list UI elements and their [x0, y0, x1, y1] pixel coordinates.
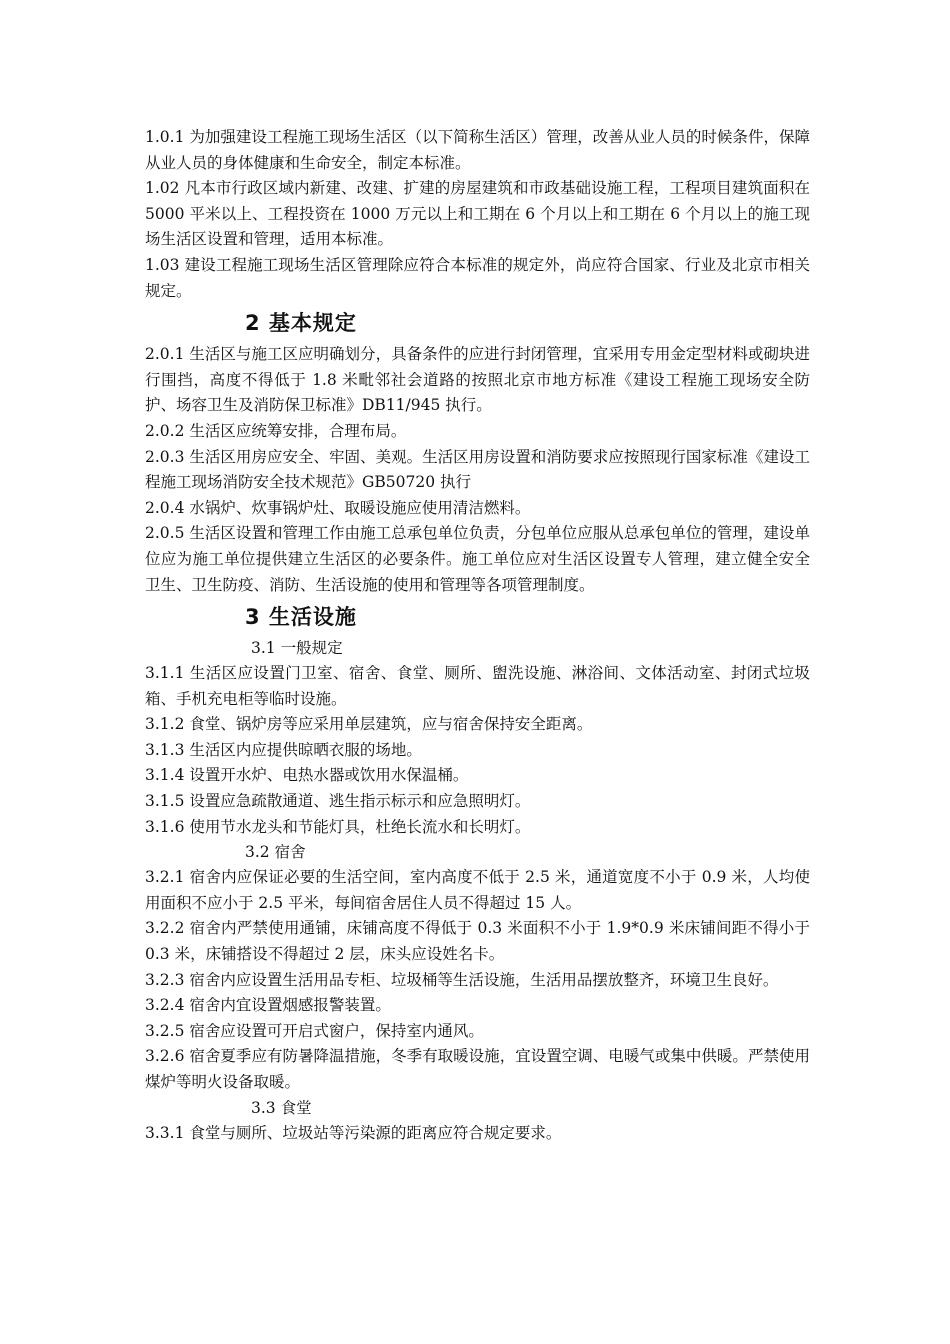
- subsection-heading-3-2: 3.2 宿舍: [245, 843, 306, 862]
- paragraph-1-0-1: 1.0.1 为加强建设工程施工现场生活区（以下简称生活区）管理，改善从业人员的时候条件，保障从业人员的身体健康和生命安全，制定本标准。: [145, 128, 810, 172]
- paragraph-3-1-1: 3.1.1 生活区应设置门卫室、宿舍、食堂、厕所、盥洗设施、淋浴间、文体活动室、封闭式垃圾箱、手机充电柜等临时设施。: [145, 664, 810, 708]
- document-body: [145, 125, 810, 1146]
- paragraph-3-2-2: 3.2.2 宿舍内严禁使用通铺，床铺高度不得低于 0.3 米面积不小于 1.9*0.9 米床铺间距不得小于 0.3 米，床铺搭设不得超过 2 层，床头应设姓名卡。: [145, 919, 810, 964]
- paragraph-2-0-1: 2.0.1 生活区与施工区应明确划分，具备条件的应进行封闭管理，宜采用专用金定型材料或砌块进行围挡，高度不得低于 1.8 米毗邻社会道路的按照北京市地方标准《建设工程施工现场安全防护、场容卫生及消防保卫标准》DB11/945 执行。: [145, 345, 810, 415]
- paragraph-2-0-3: 2.0.3 生活区用房应安全、牢固、美观。生活区用房设置和消防要求应按照现行国家标准《建设工程施工现场消防安全技术规范》GB50720 执行: [145, 447, 810, 492]
- paragraph-3-1-4: 3.1.4 设置开水炉、电热水器或饮用水保温桶。: [145, 766, 469, 785]
- paragraph-2-0-4: 2.0.4 水锅炉、炊事锅炉灶、取暖设施应使用清洁燃料。: [145, 498, 531, 517]
- paragraph-3-1-2: 3.1.2 食堂、锅炉房等应采用单层建筑，应与宿舍保持安全距离。: [145, 715, 593, 734]
- paragraph-3-1-6: 3.1.6 使用节水龙头和节能灯具，杜绝长流水和长明灯。: [145, 817, 531, 836]
- paragraph-3-2-6: 3.2.6 宿舍夏季应有防暑降温措施，冬季有取暖设施，宜设置空调、电暖气或集中供暖。严禁使用煤炉等明火设备取暖。: [145, 1047, 810, 1091]
- subsection-heading-3-3: 3.3 食堂: [251, 1098, 312, 1117]
- section-heading-3: 3 生活设施: [245, 605, 357, 630]
- paragraph-3-2-5: 3.2.5 宿舍应设置可开启式窗户，保持室内通风。: [145, 1021, 484, 1040]
- paragraph-2-0-2: 2.0.2 生活区应统筹安排，合理布局。: [145, 421, 407, 440]
- paragraph-1-0-3: 1.03 建设工程施工现场生活区管理除应符合本标准的规定外，尚应符合国家、行业及北京市相关规定。: [145, 255, 810, 300]
- paragraph-3-2-1: 3.2.1 宿舍内应保证必要的生活空间，室内高度不低于 2.5 米，通道宽度不小于 0.9 米，人均使用面积不应小于 2.5 平米，每间宿舍居住人员不得超过 15 人。: [145, 868, 810, 912]
- paragraph-3-2-3: 3.2.3 宿舍内应设置生活用品专柜、垃圾桶等生活设施，生活用品摆放整齐，环境卫生良好。: [145, 970, 779, 989]
- paragraph-3-1-5: 3.1.5 设置应急疏散通道、逃生指示标示和应急照明灯。: [145, 792, 531, 811]
- paragraph-1-0-2: 1.02 凡本市行政区域内新建、改建、扩建的房屋建筑和市政基础设施工程，工程项目建筑面积在 5000 平米以上、工程投资在 1000 万元以上和工期在 6 个月以上和工期在 6 个月以上的施工现场生活区设置和管理，适用本标准。: [145, 179, 810, 249]
- subsection-heading-3-1: 3.1 一般规定: [251, 639, 343, 658]
- section-heading-2: 2 基本规定: [245, 311, 357, 336]
- paragraph-3-3-1: 3.3.1 食堂与厕所、垃圾站等污染源的距离应符合规定要求。: [145, 1123, 562, 1142]
- paragraph-2-0-5: 2.0.5 生活区设置和管理工作由施工总承包单位负责，分包单位应服从总承包单位的管理，建设单位应为施工单位提供建立生活区的必要条件。施工单位应对生活区设置专人管理，建立健全安全卫生、卫生防疫、消防、生活设施的使用和管理等各项管理制度。: [145, 524, 810, 594]
- paragraph-3-2-4: 3.2.4 宿舍内宜设置烟感报警装置。: [145, 996, 391, 1015]
- paragraph-3-1-3: 3.1.3 生活区内应提供晾晒衣服的场地。: [145, 740, 422, 759]
